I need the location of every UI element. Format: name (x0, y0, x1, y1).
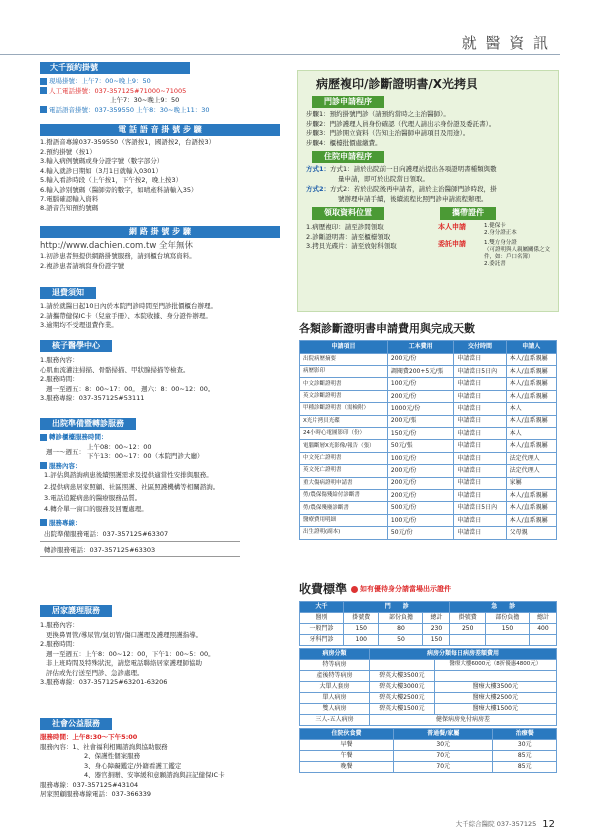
table-cell: 申請當日 (454, 440, 506, 452)
table-cell: 父母親 (506, 527, 556, 539)
table-cell: 醫療大樓3500元 (434, 681, 556, 692)
table-row (300, 527, 557, 539)
table-cell (529, 634, 556, 645)
docs-self-label: 本人申請 (438, 222, 466, 231)
copy-step: 步驟3：門診開立資料（告知主治醫師申請項目及用途）。 (306, 129, 470, 138)
square-bullet-icon (40, 87, 47, 94)
table-cell: 申請當日5日內 (454, 366, 506, 378)
table-cell: 70元 (393, 761, 493, 772)
table-cell: 申請當日 (454, 477, 506, 489)
transfer-time: 下午13：00~17：00（本院門診大廳） (87, 452, 204, 461)
table-row (300, 739, 557, 750)
table-cell: 申請當日 (454, 403, 506, 415)
voice-step: 3.輸入病例號碼或身分證字號（數字部分） (40, 157, 164, 166)
table-cell: 30元 (393, 739, 493, 750)
transfer-sub: 轉診櫃檯服務時間： (40, 433, 280, 442)
table-row (300, 670, 557, 681)
online-section (40, 226, 280, 271)
table-cell: 100元/份 (387, 378, 453, 390)
copy-band-outpatient: 門診申請程序 (312, 96, 384, 108)
table-cell: 勞/農保殘廢診斷書 (300, 502, 388, 514)
table-cell: 200元/份 (387, 353, 453, 365)
table-cell: 申請當日 (454, 514, 506, 526)
voice-step: 2.預約掛號（按1） (40, 147, 96, 156)
transfer-phone: 轉診服務電話：037-357125#63303 (44, 545, 156, 554)
table-cell: 50元/份 (387, 527, 453, 539)
copy-method: 方式1：方式1：請於出院前一日向護理站提出各項證明書種類與數 (306, 165, 497, 174)
table-cell: 大單人套房 (300, 681, 370, 692)
copy-title: 病歷複印/診斷證明書/X光拷貝 (316, 77, 479, 91)
copy-band-docs: 攜帶證件 (440, 207, 496, 219)
opd-header: 急 診 (450, 601, 557, 612)
table-cell: 本人/直系親屬 (506, 390, 556, 402)
docs-agent-label: 委託申請 (438, 240, 466, 249)
table-cell: 特等病房 (300, 659, 370, 670)
table-cell: 法定代理人 (506, 452, 556, 464)
red-dot-icon (351, 586, 358, 593)
appointment-line: 電話語音掛號：037-359550 上午8：30~晚上11：30 (40, 106, 280, 115)
homecare-line: 1.服務內容： (40, 621, 79, 630)
transfer-title: 出院準備暨轉診服務 (40, 418, 136, 430)
table-cell: 200元/份 (387, 465, 453, 477)
homecare-line: 非上班時間及特殊狀況，請您電話聯絡居家護理師協助 (46, 659, 202, 668)
table-cell: 150 (344, 623, 379, 634)
opd-header: 大千 (300, 601, 344, 612)
nuclear-line: 2.服務時間： (40, 375, 79, 384)
table-cell: 三人-五人病房 (300, 714, 370, 725)
table-cell: 醫療大樓6000元（8折優惠4800元） (434, 659, 556, 670)
table-cell: 本人/直系親屬 (506, 440, 556, 452)
table-cell: 申請當日 (454, 390, 506, 402)
table-row (300, 761, 557, 772)
table-cell: 150元/份 (387, 428, 453, 440)
charges-note: 如有優待身分請當場出示證件 (351, 585, 451, 594)
homecare-section (40, 605, 280, 687)
appointment-title: 大千預約掛號 (40, 62, 190, 74)
page-header-title: 就 醫 資 訊 (461, 34, 550, 52)
docs-self-item: 1.健保卡 (484, 222, 506, 229)
copy-step: 步驟2：門診護理人員身份確認（代理人請出示身份證及委託書）。 (306, 119, 496, 128)
table-cell: 30元 (493, 739, 557, 750)
ward-fee-table (299, 648, 557, 726)
table-row (300, 502, 557, 514)
table-cell: 申請當日 (454, 378, 506, 390)
table-cell: 出院病歷摘要 (300, 353, 388, 365)
table-cell: 本人/直系親屬 (506, 415, 556, 427)
table-cell: 80 (379, 623, 423, 634)
nuclear-line: 週一至週五：8：00~17：00。 週六：8：00~12：00。 (46, 384, 215, 393)
nuclear-line: 心肌血流灌注掃描、骨骼掃描、甲狀腺掃描等檢查。 (40, 365, 190, 374)
square-bullet-icon (40, 78, 47, 85)
table-cell: 醫療大樓1500元 (434, 703, 556, 714)
table-row (300, 390, 557, 402)
table-cell: 醫療大樓2500元 (434, 692, 556, 703)
table-cell: 牙科門診 (300, 634, 344, 645)
square-bullet-icon (40, 106, 47, 113)
fees-section (299, 322, 557, 540)
page-number: 12 (542, 819, 555, 830)
voice-step: 6.輸入診別號碼（醫師旁的數字，如晴產科請輸入35） (40, 185, 198, 194)
table-row (300, 623, 557, 634)
social-line: 3、身心障礙鑑定/外籍看護工鑑定 (84, 761, 182, 770)
table-cell: 400 (529, 623, 556, 634)
copy-section (297, 70, 559, 312)
table-cell: 85元 (493, 750, 557, 761)
table-cell: 100 (344, 634, 379, 645)
meal-header: 住院伙食費 (300, 728, 394, 739)
social-line: 服務內容：1、社會福利相關諮詢與協助服務 (40, 742, 168, 751)
table-row (300, 440, 557, 452)
transfer-item: 3.電話追蹤病患的醫療服務品質。 (44, 493, 142, 502)
table-cell: 碧英大樓3000元 (370, 681, 435, 692)
transfer-sub: 服務內容： (40, 462, 280, 471)
table-row (300, 659, 557, 670)
table-cell: 電腦斷層X光影像/報告（張） (300, 440, 388, 452)
fees-title: 各類診斷證明書申請費用與完成天數 (299, 322, 475, 335)
fees-header: 工本費用 (387, 341, 453, 353)
table-cell: 70元 (393, 750, 493, 761)
transfer-item: 2.提供病患居家照顧、社區照護、社區照護機構等相關諮詢。 (44, 482, 220, 491)
table-row (300, 514, 557, 526)
table-cell (450, 634, 485, 645)
social-line: 4、器官捐贈、安寧緩和意願諮詢與註記健保IC卡 (84, 771, 225, 780)
docs-agent-item: （可證明與人親屬關係之文件，如：戶口名簿） (484, 247, 551, 261)
table-cell: 150 (485, 623, 529, 634)
table-cell: 早餐 (300, 739, 394, 750)
table-cell: 申請當日5日內 (454, 502, 506, 514)
transfer-phone: 出院準備服務電話：037-357125#63307 (44, 530, 169, 539)
table-cell: 醫療費用明細 (300, 514, 388, 526)
refund-line: 3.逾期均不受理退費作業。 (40, 321, 118, 330)
table-row (300, 692, 557, 703)
homecare-line: 評估或先行送至門診、急診處理。 (46, 668, 144, 677)
meal-fee-table (299, 728, 557, 773)
table-cell: 1000元/份 (387, 403, 453, 415)
table-cell: 50 (379, 634, 423, 645)
meal-header: 普通餐/家屬 (393, 728, 493, 739)
opd-subheader: 總計 (529, 612, 556, 623)
table-cell: 碧英大樓2500元 (370, 692, 435, 703)
appointment-line: 上午7：30~晚上9：50 (110, 96, 180, 105)
opd-subheader: 部份負擔 (485, 612, 529, 623)
opd-subheader: 總計 (423, 612, 450, 623)
table-cell: 200元/份 (387, 477, 453, 489)
table-cell: 本人/直系親屬 (506, 489, 556, 501)
table-cell: 申請當日 (454, 465, 506, 477)
table-cell: 一般門診 (300, 623, 344, 634)
online-step: 1.初診患者無提供網路掛號服務，請到櫃台填寫資料。 (40, 252, 196, 261)
copy-band-inpatient: 住院申請程序 (312, 151, 384, 163)
homecare-line: 更換鼻胃管/導尿管/氣切管/傷口護理及護理照護指導。 (46, 630, 203, 639)
charges-title: 收費標準 (299, 582, 348, 596)
voice-step: 8.語音告知預約號碼 (40, 204, 99, 213)
footer-hospital: 大千綜合醫院 037-357125 (455, 820, 537, 829)
table-row (300, 465, 557, 477)
copy-method: 量申請，即可於出院當日領取。 (338, 175, 429, 184)
voice-step: 5.輸入看診時段（上午按1，下午按2，晚上按3） (40, 176, 183, 185)
online-title: 網 路 掛 號 步 驟 (40, 226, 280, 238)
homecare-title: 居家護理服務 (40, 605, 112, 617)
table-cell: 家屬 (506, 477, 556, 489)
table-row (300, 750, 557, 761)
fees-header: 交付時間 (454, 341, 506, 353)
copy-step: 步驟4：櫃檯批價處繳費。 (306, 139, 382, 148)
fees-header: 申請人 (506, 341, 556, 353)
page-footer (456, 818, 555, 831)
opd-fee-table (299, 601, 557, 646)
table-cell: 本人/直系親屬 (506, 514, 556, 526)
table-cell: 24小時心電圖影印（份） (300, 428, 388, 440)
table-cell: 本人/直系親屬 (506, 502, 556, 514)
table-cell: 申請當日 (454, 527, 506, 539)
table-cell: 出生證明(副本) (300, 527, 388, 539)
table-cell: 晚餐 (300, 761, 394, 772)
pickup-line: 3.拷貝光碟片：請至放射科領取 (306, 242, 397, 251)
table-cell: 英文診斷證明書 (300, 390, 388, 402)
table-cell: 200元/份 (387, 489, 453, 501)
table-cell: 申請當日 (454, 489, 506, 501)
opd-subheader: 掛號費 (344, 612, 379, 623)
table-cell: 本人 (506, 428, 556, 440)
nuclear-line: 1.服務內容： (40, 356, 79, 365)
table-cell (434, 670, 556, 681)
table-cell: 碧英大樓1500元 (370, 703, 435, 714)
pickup-line: 2.診斷證明書：請至櫃檯領取 (306, 232, 391, 241)
transfer-time-label: 週一～週五： (46, 447, 85, 456)
voice-step: 4.輸入就診日期如（3月1日就輸入0301） (40, 166, 163, 175)
table-cell: 中文死亡證明書 (300, 452, 388, 464)
table-row (300, 477, 557, 489)
table-cell: 法定代理人 (506, 465, 556, 477)
homecare-line: 週一至週五：上午8：00~12：00，下午1：00~5：00。 (46, 649, 215, 658)
voice-step: 1.撥語音專線037-359550（客語按1，國語按2，台語按3） (40, 138, 216, 147)
online-step: 2.複診患者請填寫身份證字號 (40, 261, 125, 270)
table-cell: 150 (423, 634, 450, 645)
table-cell: 雙人病房 (300, 703, 370, 714)
table-cell: 勞/農保傷殘給付診斷書 (300, 489, 388, 501)
table-cell: 500元/份 (387, 502, 453, 514)
refund-line: 1.請於就醫日起10日內於本院門診時間至門診批價櫃台辦理。 (40, 302, 217, 311)
table-cell: 產後特等病房 (300, 670, 370, 681)
opd-subheader: 醫別 (300, 612, 344, 623)
appointment-line: 人工電話掛號：037-357125#71000~71005 (40, 87, 280, 96)
social-section (40, 718, 280, 799)
table-row (300, 489, 557, 501)
table-cell: 英文死亡證明書 (300, 465, 388, 477)
table-row (300, 415, 557, 427)
table-cell: 調閱費200+5元/張 (387, 366, 453, 378)
nuclear-section (40, 340, 280, 404)
copy-method: 號辦理申請手續，後續流程比照門診申請流程辦理。 (338, 194, 488, 203)
table-cell: 申請當日 (454, 415, 506, 427)
table-cell: 申請當日 (454, 428, 506, 440)
homecare-line: 2.服務時間： (40, 640, 79, 649)
social-line: 服務專線：037-357125#43104 (40, 780, 139, 789)
social-line: 2、保護性個案服務 (84, 752, 141, 761)
transfer-sub: 服務專線： (40, 519, 280, 528)
table-row (300, 378, 557, 390)
table-cell: 病歷影印 (300, 366, 388, 378)
online-url[interactable]: http://www.dachien.com.tw 全年無休 (40, 241, 194, 252)
table-row (300, 681, 557, 692)
voice-step: 7.電腦確認輸入資料 (40, 194, 99, 203)
copy-method: 方式2：方式2：若於出院後再申請者，請於主治醫師門診時段，掛 (306, 184, 497, 193)
table-cell: 50元/張 (387, 440, 453, 452)
table-cell: 100元/份 (387, 452, 453, 464)
table-cell: 85元 (493, 761, 557, 772)
table-cell: 本人/直系親屬 (506, 366, 556, 378)
appointment-line: 現場掛號：上午7：00~晚上9：50 (40, 77, 280, 86)
charges-section (299, 582, 557, 773)
social-time: 服務時間：上午8:30～下午5:00 (40, 733, 138, 742)
table-row (300, 714, 557, 725)
header-divider (0, 54, 560, 55)
opd-subheader: 掛號費 (450, 612, 485, 623)
copy-step: 步驟1：預約掛號門診（請預約當時之主治醫師）。 (306, 109, 450, 118)
table-row (300, 366, 557, 378)
table-row (300, 703, 557, 714)
refund-title: 退費須知 (40, 287, 96, 299)
square-bullet-icon (40, 434, 47, 441)
refund-line: 2.請攜帶健保IC卡（兒童手冊）、本院收據、身分證件辦理。 (40, 311, 212, 320)
table-cell (370, 659, 435, 670)
table-cell: 200元/張 (387, 415, 453, 427)
fees-header: 申請項目 (300, 341, 388, 353)
table-cell: 重大傷病證明申請書 (300, 477, 388, 489)
square-bullet-icon (40, 519, 47, 526)
copy-band-pickup: 領取資料位置 (312, 207, 384, 219)
meal-header: 治療餐 (493, 728, 557, 739)
table-cell: 本人/直系親屬 (506, 378, 556, 390)
docs-agent-item: 1.雙方身分證 (484, 240, 517, 247)
transfer-section (40, 418, 280, 558)
table-row (300, 403, 557, 415)
table-cell: 200元/份 (387, 390, 453, 402)
docs-agent-item: 2.委託書 (484, 261, 506, 268)
table-row (300, 353, 557, 365)
fees-table (299, 340, 557, 539)
table-cell: 甲種診斷證明書（需檢附） (300, 403, 388, 415)
table-cell: 午餐 (300, 750, 394, 761)
table-cell: 250 (450, 623, 485, 634)
social-line: 居家照顧服務專線電話：037-366339 (40, 789, 152, 798)
table-row (300, 634, 557, 645)
table-cell: 申請當日 (454, 452, 506, 464)
voice-title: 電 話 語 音 掛 號 步 驟 (40, 124, 280, 136)
ward-header: 病房分類 (300, 648, 370, 659)
ward-header: 病房分類每日病房差額費用 (370, 648, 557, 659)
appointment-section (40, 62, 280, 115)
square-bullet-icon (40, 462, 47, 469)
opd-subheader: 部份負擔 (379, 612, 423, 623)
pickup-line: 1.病歷複印：請至診間領取 (306, 222, 384, 231)
table-cell: 本人 (506, 403, 556, 415)
opd-header: 門 診 (344, 601, 450, 612)
table-cell: 健保病房免付病房差 (370, 714, 557, 725)
table-cell: 中文診斷證明書 (300, 378, 388, 390)
table-row (300, 428, 557, 440)
nuclear-title: 核子醫學中心 (40, 340, 112, 352)
transfer-item: 1.評估與諮詢病患後續照護需求及提供適當性安排與服務。 (44, 471, 213, 480)
transfer-time: 上午08：00~12：00 (87, 442, 152, 451)
table-cell: 單人病房 (300, 692, 370, 703)
table-cell: 本人/直系親屬 (506, 353, 556, 365)
table-cell: 碧英大樓3500元 (370, 670, 435, 681)
transfer-item: 4.轉介單一窗口的服務及回覆處理。 (44, 505, 148, 514)
refund-section (40, 287, 280, 331)
nuclear-line: 3.服務專線：037-357125#53111 (40, 394, 145, 403)
table-cell: 申請當日 (454, 353, 506, 365)
table-row (300, 452, 557, 464)
table-cell (485, 634, 529, 645)
table-cell: 100元/份 (387, 514, 453, 526)
table-cell: X光片拷貝光碟 (300, 415, 388, 427)
docs-self-item: 2.身分證正本 (484, 229, 517, 236)
homecare-line: 3.服務專線：037-357125#63201-63206 (40, 677, 168, 686)
voice-section (40, 124, 280, 214)
social-title: 社會公益服務 (40, 718, 112, 730)
table-cell: 230 (423, 623, 450, 634)
